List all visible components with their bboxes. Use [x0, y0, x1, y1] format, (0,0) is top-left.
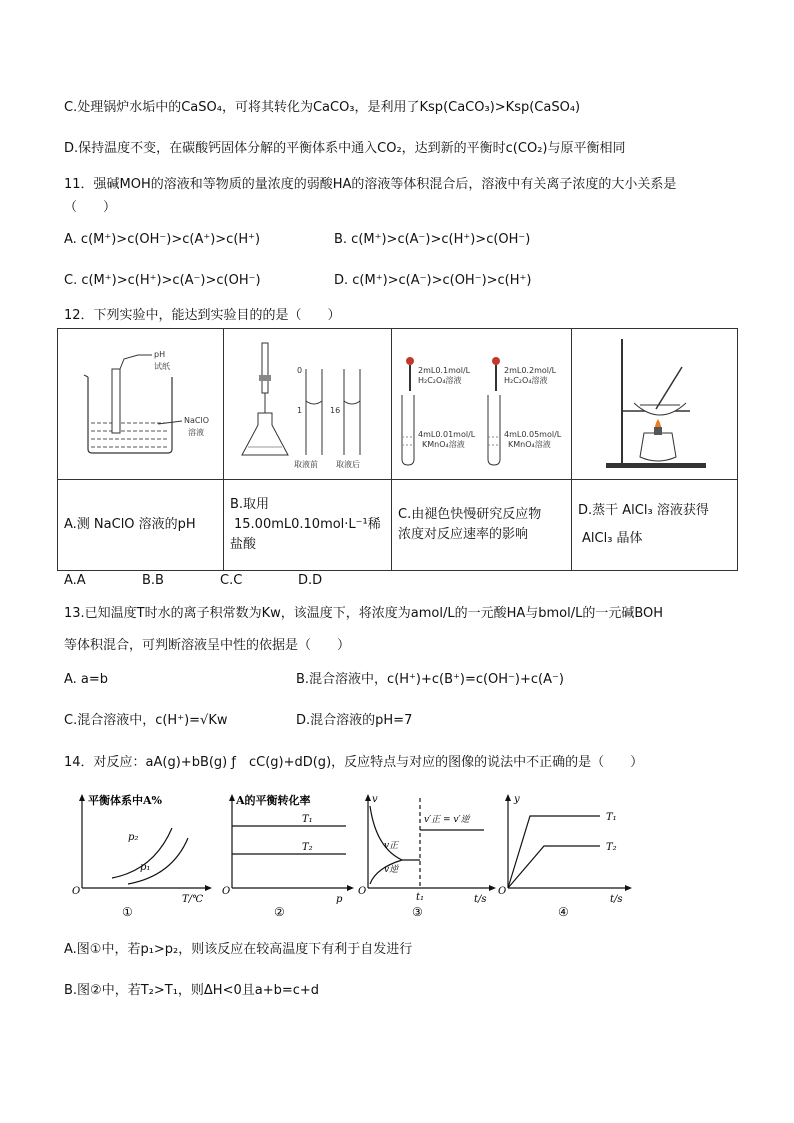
- label-c1: C.由褪色快慢研究反应物: [398, 507, 542, 522]
- g3-curve-forward: [370, 806, 420, 860]
- fig-b-after: 取液后: [336, 460, 360, 469]
- g3-vn: v逆: [384, 865, 399, 875]
- q11-option-a: A. c(M⁺)>c(OH⁻)>c(A⁺)>c(H⁺): [64, 232, 261, 247]
- test-tubes-figure: [392, 329, 572, 475]
- fig-a-paper: 试纸: [154, 362, 170, 371]
- fig-a-naclo: NaClO: [184, 416, 209, 425]
- q14-option-b: B.图②中，若T₂>T₁，则ΔH<0且a+b=c+d: [64, 983, 320, 998]
- fig-a-cell: [58, 329, 224, 480]
- g1-p2: p₂: [128, 832, 139, 843]
- fig-c-l2b: H₂C₂O₄溶液: [504, 376, 548, 385]
- g2-ylabel: A的平衡转化率: [236, 794, 311, 807]
- label-b1: B.取用: [230, 497, 270, 512]
- g4-ylabel: y: [514, 794, 520, 805]
- g1-xlabel: T/℃: [182, 894, 204, 905]
- q12-stem: 12．下列实验中，能达到实验目的的是（ ）: [64, 308, 341, 323]
- q13-option-b: B.混合溶液中，c(H⁺)+c(B⁺)=c(OH⁻)+c(A⁻): [296, 672, 564, 687]
- g3-number: ③: [412, 905, 423, 919]
- fig-b-t0: 0: [297, 366, 303, 375]
- fig-d-cell: [572, 329, 738, 480]
- graph-4: [498, 788, 638, 923]
- g1-number: ①: [122, 905, 133, 919]
- fig-b-t16: 16: [330, 406, 341, 415]
- g2-origin: O: [222, 886, 231, 897]
- q12-experiment-table: [57, 328, 738, 571]
- label-c2: 浓度对反应速率的影响: [398, 527, 529, 542]
- q14-option-a: A.图①中，若p₁>p₂，则该反应在较高温度下有利于自发进行: [64, 942, 413, 957]
- g4-xlabel: t/s: [610, 894, 623, 905]
- option-c-text: C.处理锅炉水垢中的CaSO₄，可将其转化为CaCO₃，是利用了Ksp(CaCO₃)>Ksp(CaSO₄): [64, 100, 581, 115]
- q11-option-c: C. c(M⁺)>c(H⁺)>c(A⁻)>c(OH⁻): [64, 273, 261, 288]
- label-d-cell: [572, 480, 738, 571]
- fig-a-solution: 溶液: [188, 428, 204, 437]
- fig-c-l4a: 4mL0.05mol/L: [504, 430, 562, 439]
- g3-eq: v′正 = v′逆: [424, 815, 470, 825]
- burette-figure: [224, 329, 392, 475]
- fig-b-cell: [224, 329, 392, 480]
- q11-paren: （ ）: [64, 200, 117, 215]
- q13-option-d: D.混合溶液的pH=7: [296, 713, 413, 728]
- q14-stem: 14．对反应：aA(g)+bB(g) ƒ cC(g)+dD(g)，反应特点与对应的图像的说法中不正确的是（ ）: [64, 755, 644, 770]
- graph-2: [222, 788, 362, 923]
- g4-origin: O: [498, 886, 507, 897]
- fig-c-l3a: 4mL0.01mol/L: [418, 430, 476, 439]
- g2-number: ②: [274, 905, 285, 919]
- q12-answer-b: B.B: [142, 573, 164, 588]
- g4-t2: T₂: [606, 842, 617, 853]
- q12-answer-a: A.A: [64, 573, 86, 588]
- g3-vz: v正: [384, 841, 399, 851]
- g1-curve-p1: [128, 838, 188, 884]
- g1-p1: p₁: [140, 862, 151, 873]
- fig-b-before: 取液前: [294, 460, 318, 469]
- q13-option-c: C.混合溶液中，c(H⁺)=√Kw: [64, 713, 228, 728]
- label-b2: 15.00mL0.10mol·L⁻¹稀: [234, 517, 381, 532]
- label-b3: 盐酸: [230, 537, 257, 552]
- graph-3: [356, 788, 501, 923]
- fig-c-l1a: 2mL0.1mol/L: [418, 366, 471, 375]
- q11-stem: 11．强碱MOH的溶液和等物质的量浓度的弱酸HA的溶液等体积混合后，溶液中有关离子浓度的大小关系是: [64, 177, 677, 192]
- beaker-ph-figure: [58, 329, 224, 475]
- g3-ylabel: v: [372, 794, 378, 805]
- q13-stem-2: 等体积混合，可判断溶液呈中性的依据是（ ）: [64, 638, 351, 653]
- g2-t2: T₂: [302, 842, 313, 853]
- q13-option-a: A. a=b: [64, 672, 109, 687]
- g2-t1: T₁: [302, 814, 313, 825]
- g3-origin: O: [358, 886, 367, 897]
- g3-xlabel: t/s: [474, 894, 487, 905]
- label-a-cell: [58, 480, 224, 571]
- g4-line-t1: [508, 816, 600, 888]
- fig-b-t1: 1: [297, 406, 303, 415]
- label-a: A.测 NaClO 溶液的pH: [64, 517, 196, 532]
- g4-line-t2: [508, 846, 600, 888]
- fig-c-l2a: 2mL0.2mol/L: [504, 366, 557, 375]
- fig-a-ph: pH: [154, 350, 166, 359]
- g2-xlabel: p: [336, 894, 343, 905]
- graph-1: [70, 788, 220, 923]
- fig-c-l3b: KMnO₄溶液: [422, 440, 465, 449]
- label-c-cell: [392, 480, 572, 571]
- g1-origin: O: [72, 886, 81, 897]
- q13-stem-1: 13.已知温度T时水的离子积常数为Kw，该温度下，将浓度为amol/L的一元酸HA与bmol/L的一元碱BOH: [64, 606, 664, 621]
- option-d-text: D.保持温度不变，在碳酸钙固体分解的平衡体系中通入CO₂，达到新的平衡时c(CO₂)与原平衡相同: [64, 141, 626, 156]
- fig-c-l4b: KMnO₄溶液: [508, 440, 551, 449]
- q12-answer-d: D.D: [298, 573, 323, 588]
- g4-number: ④: [558, 905, 569, 919]
- evaporation-figure: [572, 329, 738, 475]
- label-b-cell: [224, 480, 392, 571]
- g4-t1: T₁: [606, 812, 617, 823]
- label-d2: AlCl₃ 晶体: [582, 531, 643, 546]
- g3-t1: t₁: [416, 892, 425, 903]
- fig-c-cell: [392, 329, 572, 480]
- label-d1: D.蒸干 AlCl₃ 溶液获得: [578, 503, 709, 518]
- q11-option-d: D. c(M⁺)>c(A⁻)>c(OH⁻)>c(H⁺): [334, 273, 532, 288]
- q11-option-b: B. c(M⁺)>c(A⁻)>c(H⁺)>c(OH⁻): [334, 232, 531, 247]
- q12-answer-c: C.C: [220, 573, 243, 588]
- g1-ylabel: 平衡体系中A%: [88, 794, 162, 807]
- fig-c-l1b: H₂C₂O₄溶液: [418, 376, 462, 385]
